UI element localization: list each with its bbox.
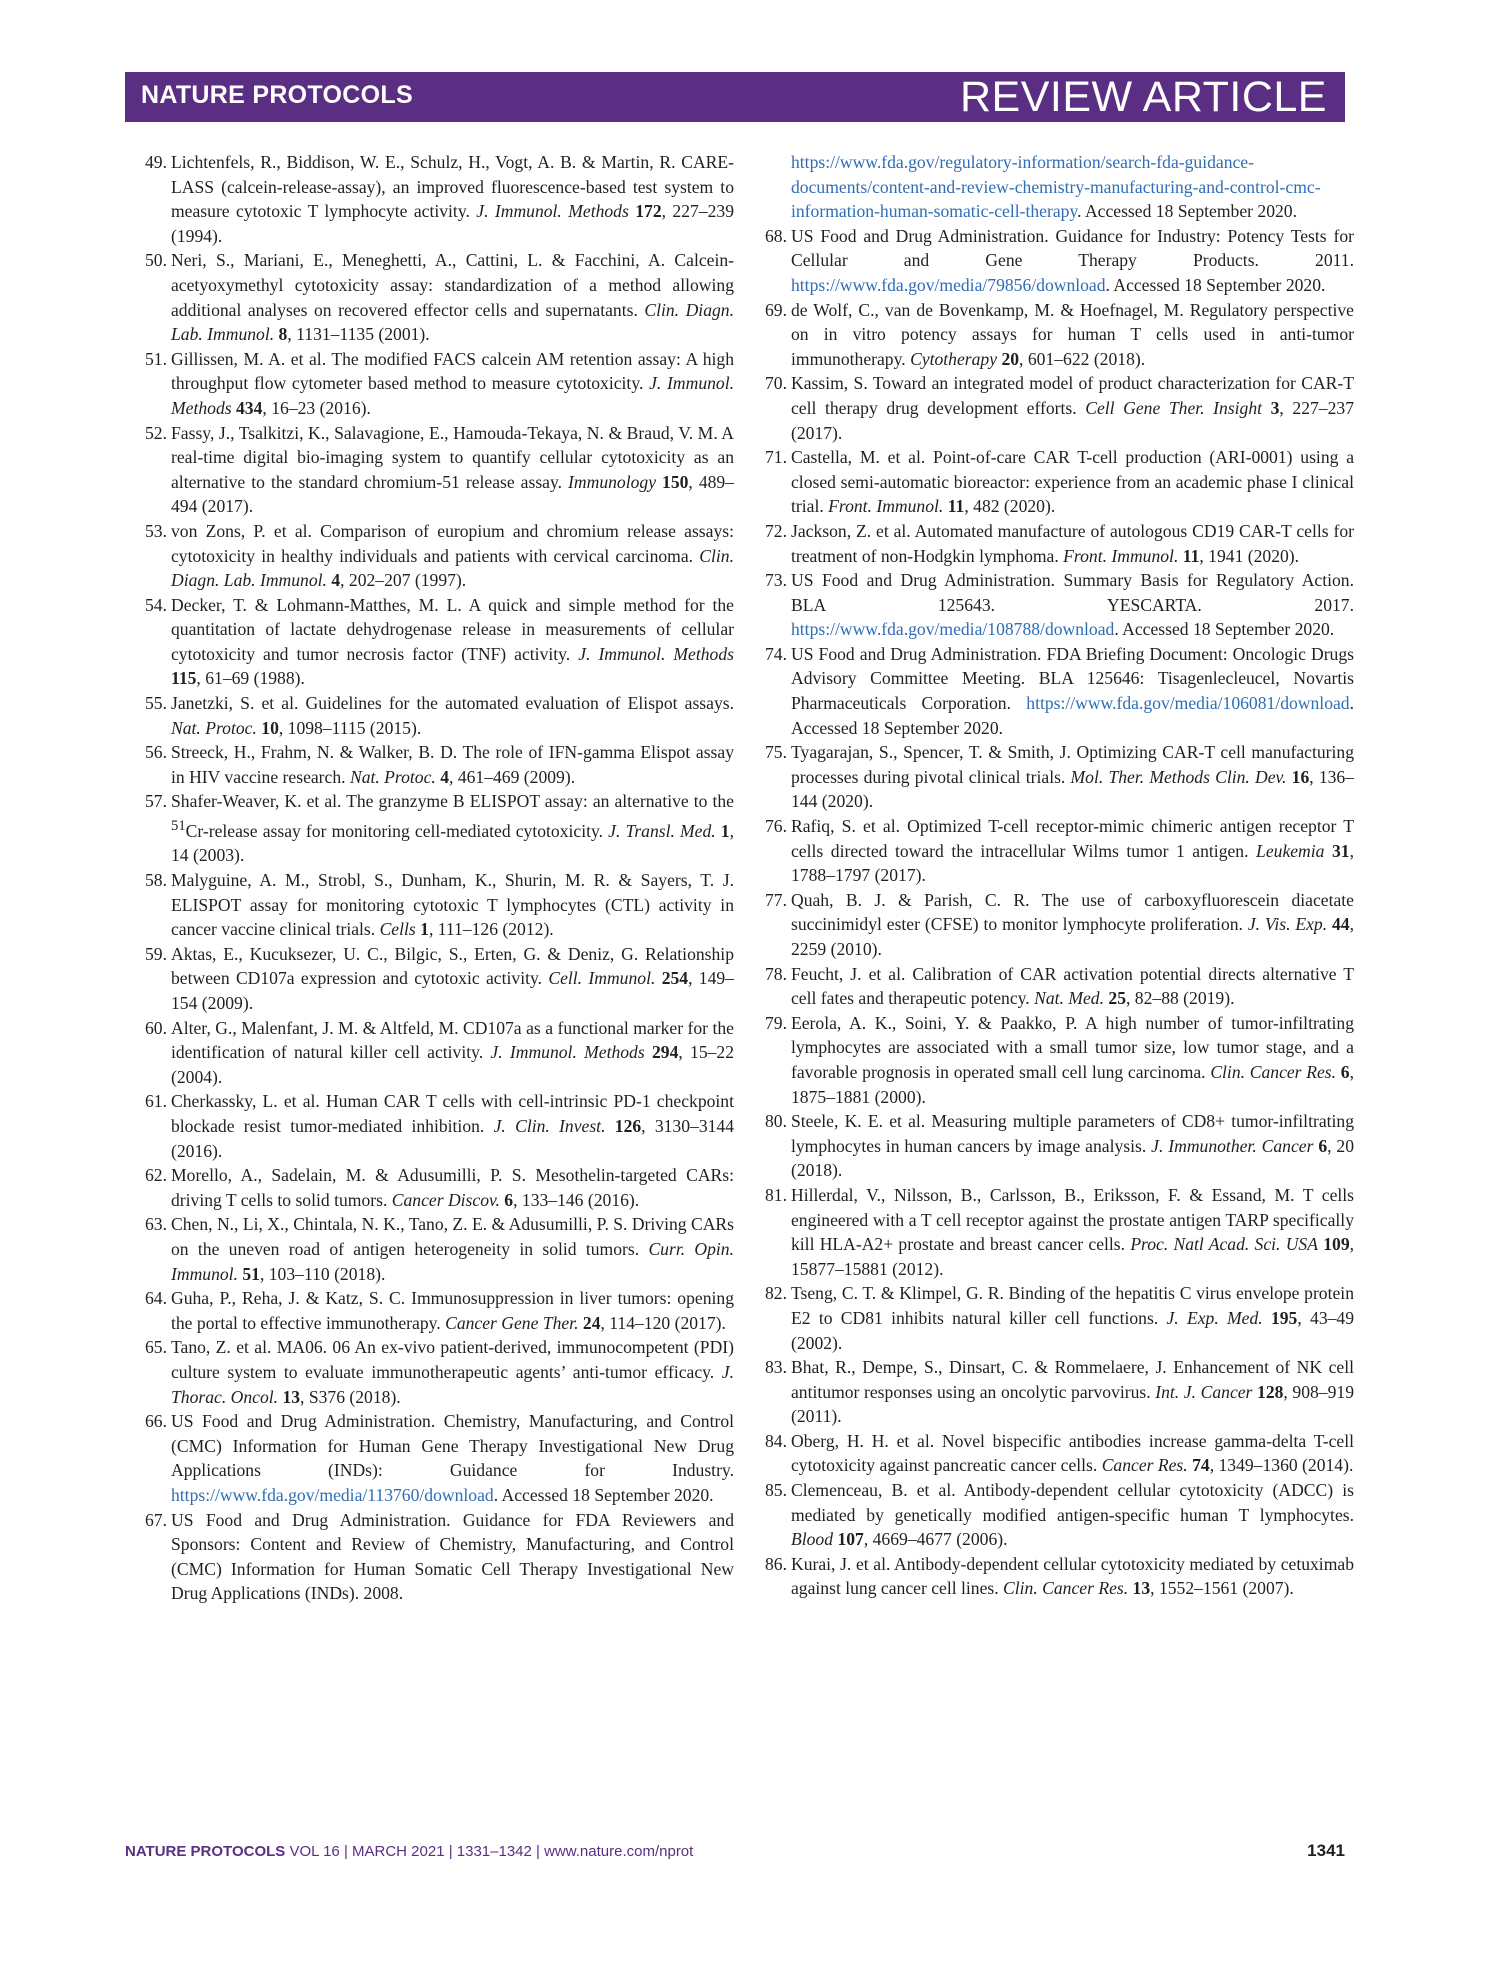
footer-citation — [125, 1843, 693, 1860]
reference-number: 68. — [765, 225, 787, 246]
reference-text: Hillerdal, V., Nilsson, B., Carlsson, B., Eriksson, F. & Essand, M. T cells engineered with a T cell receptor against the prostate antigen TARP specifically kill HLA-A2+ prostate and breast cancer cells. Proc. Natl Acad. Sci. USA 109, 15877–15881 (2012). — [791, 1184, 1355, 1279]
reference-text: Kurai, J. et al. Antibody-dependent cellular cytotoxicity mediated by cetuximab against lung cancer cell lines. Clin. Cancer Res. 13, 1552–1561 (2007). — [791, 1553, 1354, 1599]
reference-entry — [137, 1409, 734, 1507]
reference-number: 71. — [765, 447, 787, 468]
reference-number: 82. — [765, 1283, 787, 1304]
reference-entry — [757, 888, 1354, 962]
reference-text: de Wolf, C., van de Bovenkamp, M. & Hoefnagel, M. Regulatory perspective on in vitro potency assays for human T cells used in anti-tumor immunotherapy. Cytotherapy 20, 601–622 (2018). — [791, 299, 1354, 369]
reference-number: 74. — [765, 643, 787, 664]
reference-text: https://www.fda.gov/regulatory-information/search-fda-guidance-documents/content-and-review-chemistry-manufacturing-and-control-cmc-information-human-somatic-cell-therapy. Accessed 18 September 2020. — [791, 152, 1321, 222]
reference-number: 65. — [145, 1337, 167, 1358]
reference-number: 66. — [145, 1411, 167, 1432]
reference-text: Clemenceau, B. et al. Antibody-dependent cellular cytotoxicity (ADCC) is mediated by genetically modified antigen-specific human T lymphocytes. Blood 107, 4669–4677 (2006). — [791, 1480, 1354, 1550]
reference-text: US Food and Drug Administration. FDA Briefing Document: Oncologic Drugs Advisory Committee Meeting. BLA 125646: Tisagenlecleucel, Novartis Pharmaceuticals Corporation. https://www.fda.gov/media/106081/download. Accessed 18 September 2020. — [791, 643, 1354, 738]
reference-number: 80. — [765, 1111, 787, 1132]
reference-number: 69. — [765, 299, 787, 320]
article-type: REVIEW ARTICLE — [959, 73, 1327, 121]
reference-text: Lichtenfels, R., Biddison, W. E., Schulz, H., Vogt, A. B. & Martin, R. CARE-LASS (calcein-release-assay), an improved fluorescence-based test system to measure cytotoxic T lymphocyte activity. J. Immunol. Methods 172, 227–239 (1994). — [171, 152, 734, 246]
reference-entry — [137, 1335, 734, 1409]
reference-entry — [757, 1281, 1354, 1355]
reference-text: Cherkassky, L. et al. Human CAR T cells with cell-intrinsic PD-1 checkpoint blockade resist tumor-mediated inhibition. J. Clin. Invest. 126, 3130–3144 (2016). — [171, 1091, 735, 1161]
reference-number: 53. — [145, 520, 167, 541]
reference-text: Feucht, J. et al. Calibration of CAR activation potential directs alternative T cell fates and therapeutic potency. Nat. Med. 25, 82–88 (2019). — [791, 963, 1354, 1009]
reference-text: Eerola, A. K., Soini, Y. & Paakko, P. A high number of tumor-infiltrating lymphocytes are associated with a small tumor size, low tumor stage, and a favorable prognosis in operated small cell lung carcinoma. Clin. Cancer Res. 6, 1875–1881 (2000). — [791, 1012, 1354, 1107]
references-left-column — [137, 150, 734, 1606]
reference-entry — [137, 421, 734, 519]
reference-entry — [137, 150, 734, 248]
reference-number: 81. — [765, 1184, 787, 1205]
reference-text: Chen, N., Li, X., Chintala, N. K., Tano, Z. E. & Adusumilli, P. S. Driving CARs on the uneven road of antigen heterogeneity in solid tumors. Curr. Opin. Immunol. 51, 103–110 (2018). — [171, 1214, 734, 1284]
reference-entry — [137, 1286, 734, 1335]
reference-number: 61. — [145, 1091, 167, 1112]
reference-number: 57. — [145, 791, 167, 812]
reference-text: Tano, Z. et al. MA06. 06 An ex-vivo patient-derived, immunocompetent (PDI) culture system to evaluate immunotherapeutic agents’ anti-tumor efficacy. J. Thorac. Oncol. 13, S376 (2018). — [171, 1337, 734, 1407]
reference-entry — [137, 868, 734, 942]
reference-number: 50. — [145, 250, 167, 271]
reference-entry — [757, 962, 1354, 1011]
reference-entry — [137, 740, 734, 789]
reference-entry — [757, 568, 1354, 642]
reference-entry — [757, 1429, 1354, 1478]
reference-number: 73. — [765, 570, 787, 591]
reference-link[interactable]: https://www.fda.gov/regulatory-information/search-fda-guidance-documents/content-and-review-chemistry-manufacturing-and-control-cmc-information-human-somatic-cell-therapy — [791, 152, 1321, 222]
reference-text: Morello, A., Sadelain, M. & Adusumilli, P. S. Mesothelin-targeted CARs: driving T cells to solid tumors. Cancer Discov. 6, 133–146 (2016). — [171, 1165, 734, 1210]
reference-number: 84. — [765, 1430, 787, 1451]
reference-link[interactable]: https://www.fda.gov/media/79856/download — [791, 274, 1106, 295]
reference-number: 55. — [145, 693, 167, 714]
reference-text: Streeck, H., Frahm, N. & Walker, B. D. The role of IFN-gamma Elispot assay in HIV vaccine research. Nat. Protoc. 4, 461–469 (2009). — [171, 742, 734, 787]
reference-number: 70. — [765, 373, 787, 394]
reference-entry — [137, 942, 734, 1016]
reference-text: von Zons, P. et al. Comparison of europium and chromium release assays: cytotoxicity in healthy individuals and patients with cervical carcinoma. Clin. Diagn. Lab. Immunol. 4, 202–207 (1997). — [171, 520, 734, 591]
reference-entry — [757, 150, 1354, 224]
reference-number: 64. — [145, 1288, 167, 1309]
reference-text: US Food and Drug Administration. Chemistry, Manufacturing, and Control (CMC) Information for Human Gene Therapy Investigational New Drug Applications (INDs): Guidance for Industry. https://www.fda.gov/media/113760/download. Accessed 18 September 2020. — [171, 1411, 734, 1505]
reference-number: 59. — [145, 943, 167, 964]
reference-entry — [137, 593, 734, 691]
reference-entry — [757, 740, 1354, 814]
reference-number: 62. — [145, 1165, 167, 1186]
reference-number: 79. — [765, 1012, 787, 1033]
reference-number: 86. — [765, 1553, 787, 1574]
reference-link[interactable]: https://www.fda.gov/media/113760/download — [171, 1484, 494, 1505]
reference-entry — [757, 1183, 1354, 1281]
reference-text: Fassy, J., Tsalkitzi, K., Salavagione, E., Hamouda-Tekaya, N. & Braud, V. M. A real-time digital bio-imaging system to quantify cellular cytotoxicity as an alternative to the standard chromium-51 release assay. Immunology 150, 489–494 (2017). — [171, 422, 734, 517]
reference-text: Decker, T. & Lohmann-Matthes, M. L. A quick and simple method for the quantitation of lactate dehydrogenase release in measurements of cellular cytotoxicity and tumor necrosis factor (TNF) activity. J. Immunol. Methods 115, 61–69 (1988). — [171, 594, 734, 689]
reference-text: Malyguine, A. M., Strobl, S., Dunham, K., Shurin, M. R. & Sayers, T. J. ELISPOT assay for monitoring cytotoxic T lymphocytes (CTL) activity in cancer vaccine clinical trials. Cells 1, 111–126 (2012). — [171, 870, 734, 940]
reference-number: 51. — [145, 348, 167, 369]
reference-link[interactable]: https://www.fda.gov/media/108788/download — [791, 619, 1115, 640]
reference-link[interactable]: https://www.fda.gov/media/106081/download — [1026, 693, 1350, 714]
reference-text: Shafer-Weaver, K. et al. The granzyme B ELISPOT assay: an alternative to the $^{51}$Cr-release assay for monitoring cell-mediated cytotoxicity. J. Transl. Med. 1, 14 (2003). — [171, 791, 734, 866]
reference-number: 75. — [765, 742, 787, 763]
reference-number: 58. — [145, 870, 167, 891]
reference-entry — [137, 1089, 734, 1163]
reference-number: 85. — [765, 1480, 787, 1501]
references-right-column — [757, 150, 1354, 1601]
reference-text: Steele, K. E. et al. Measuring multiple parameters of CD8+ tumor-infiltrating lymphocytes in human cancers by image analysis. J. Immunother. Cancer 6, 20 (2018). — [791, 1111, 1355, 1181]
reference-number: 72. — [765, 520, 787, 541]
reference-text: Janetzki, S. et al. Guidelines for the automated evaluation of Elispot assays. Nat. Protoc. 10, 1098–1115 (2015). — [171, 693, 734, 738]
footer-meta: VOL 16 | MARCH 2021 | 1331–1342 | www.nature.com/nprot — [289, 1843, 694, 1860]
reference-number: 56. — [145, 742, 167, 763]
reference-entry — [757, 1109, 1354, 1183]
reference-text: Tseng, C. T. & Klimpel, G. R. Binding of the hepatitis C virus envelope protein E2 to CD81 inhibits natural killer cell functions. J. Exp. Med. 195, 43–49 (2002). — [791, 1283, 1354, 1353]
reference-number: 77. — [765, 889, 787, 910]
journal-name: NATURE PROTOCOLS — [141, 81, 413, 109]
reference-text: Aktas, E., Kucuksezer, U. C., Bilgic, S., Erten, G. & Deniz, G. Relationship between CD107a expression and cytotoxic activity. Cell. Immunol. 254, 149–154 (2009). — [171, 943, 734, 1014]
reference-text: Castella, M. et al. Point-of-care CAR T-cell production (ARI-0001) using a closed semi-automatic bioreactor: experience from an academic phase I clinical trial. Front. Immunol. 11, 482 (2020). — [791, 447, 1354, 517]
reference-number: 78. — [765, 963, 787, 984]
page-header — [125, 72, 1345, 122]
reference-text: US Food and Drug Administration. Summary Basis for Regulatory Action. BLA 125643. YESCARTA. 2017. https://www.fda.gov/media/108788/download. Accessed 18 September 2020. — [791, 570, 1354, 640]
reference-text: Alter, G., Malenfant, J. M. & Altfeld, M. CD107a as a functional marker for the identification of natural killer cell activity. J. Immunol. Methods 294, 15–22 (2004). — [171, 1017, 735, 1087]
reference-entry — [757, 642, 1354, 740]
reference-entry — [757, 445, 1354, 519]
reference-number: 63. — [145, 1214, 167, 1235]
reference-entry — [137, 347, 734, 421]
reference-text: Gillissen, M. A. et al. The modified FACS calcein AM retention assay: A high throughput flow cytometer based method to measure cytotoxicity. J. Immunol. Methods 434, 16–23 (2016). — [171, 348, 734, 418]
reference-text: Oberg, H. H. et al. Novel bispecific antibodies increase gamma-delta T-cell cytotoxicity against pancreatic cancer cells. Cancer Res. 74, 1349–1360 (2014). — [791, 1430, 1354, 1476]
reference-text: Bhat, R., Dempe, S., Dinsart, C. & Rommelaere, J. Enhancement of NK cell antitumor responses using an oncolytic parvovirus. Int. J. Cancer 128, 908–919 (2011). — [791, 1357, 1354, 1427]
reference-entry — [137, 1508, 734, 1606]
reference-text: Quah, B. J. & Parish, C. R. The use of carboxyfluorescein diacetate succinimidyl ester (CFSE) to monitor lymphocyte proliferation. J. Vis. Exp. 44, 2259 (2010). — [791, 889, 1354, 959]
reference-entry — [757, 1355, 1354, 1429]
reference-number: 67. — [145, 1509, 167, 1530]
reference-number: 60. — [145, 1017, 167, 1038]
reference-entry — [757, 298, 1354, 372]
reference-text: Jackson, Z. et al. Automated manufacture of autologous CD19 CAR-T cells for treatment of non-Hodgkin lymphoma. Front. Immunol. 11, 1941 (2020). — [791, 520, 1354, 566]
reference-entry — [757, 814, 1354, 888]
reference-number: 76. — [765, 816, 787, 837]
reference-text: US Food and Drug Administration. Guidance for Industry: Potency Tests for Cellular and Gene Therapy Products. 2011. https://www.fda.gov/media/79856/download. Accessed 18 September 2020. — [791, 225, 1354, 295]
reference-entry — [137, 691, 734, 740]
reference-text: Guha, P., Reha, J. & Katz, S. C. Immunosuppression in liver tumors: opening the portal to effective immunotherapy. Cancer Gene Ther. 24, 114–120 (2017). — [171, 1288, 734, 1333]
reference-text: Tyagarajan, S., Spencer, T. & Smith, J. Optimizing CAR-T cell manufacturing processes during pivotal clinical trials. Mol. Ther. Methods Clin. Dev. 16, 136–144 (2020). — [791, 742, 1355, 812]
reference-entry — [137, 789, 734, 868]
reference-entry — [757, 371, 1354, 445]
reference-text: US Food and Drug Administration. Guidance for FDA Reviewers and Sponsors: Content and Review of Chemistry, Manufacturing, and Control (CMC) Information for Human Somatic Cell Therapy Investigational New Drug Applications (INDs). 2008. — [171, 1509, 734, 1604]
reference-entry — [137, 519, 734, 593]
reference-text: Rafiq, S. et al. Optimized T-cell receptor-mimic chimeric antigen receptor T cells directed toward the intracellular Wilms tumor 1 antigen. Leukemia 31, 1788–1797 (2017). — [791, 816, 1354, 886]
reference-entry — [757, 224, 1354, 298]
footer-journal: NATURE PROTOCOLS — [125, 1843, 286, 1860]
reference-entry — [137, 1016, 734, 1090]
reference-entry — [137, 1212, 734, 1286]
reference-entry — [757, 519, 1354, 568]
reference-number: 49. — [145, 152, 167, 172]
reference-entry — [757, 1478, 1354, 1552]
page-number: 1341 — [1307, 1841, 1345, 1860]
reference-entry — [757, 1011, 1354, 1109]
reference-entry — [137, 248, 734, 346]
reference-number: 83. — [765, 1357, 787, 1378]
reference-entry — [757, 1552, 1354, 1601]
reference-text: Neri, S., Mariani, E., Meneghetti, A., Cattini, L. & Facchini, A. Calcein-acetyoxymethyl cytotoxicity assay: standardization of a method allowing additional analyses on recovered effector cells and supernatants. Clin. Diagn. Lab. Immunol. 8, 1131–1135 (2001). — [171, 250, 734, 345]
reference-number: 54. — [145, 594, 167, 615]
reference-text: Kassim, S. Toward an integrated model of product characterization for CAR-T cell therapy drug development efforts. Cell Gene Ther. Insight 3, 227–237 (2017). — [791, 373, 1354, 443]
reference-entry — [137, 1163, 734, 1212]
reference-number: 52. — [145, 422, 167, 443]
